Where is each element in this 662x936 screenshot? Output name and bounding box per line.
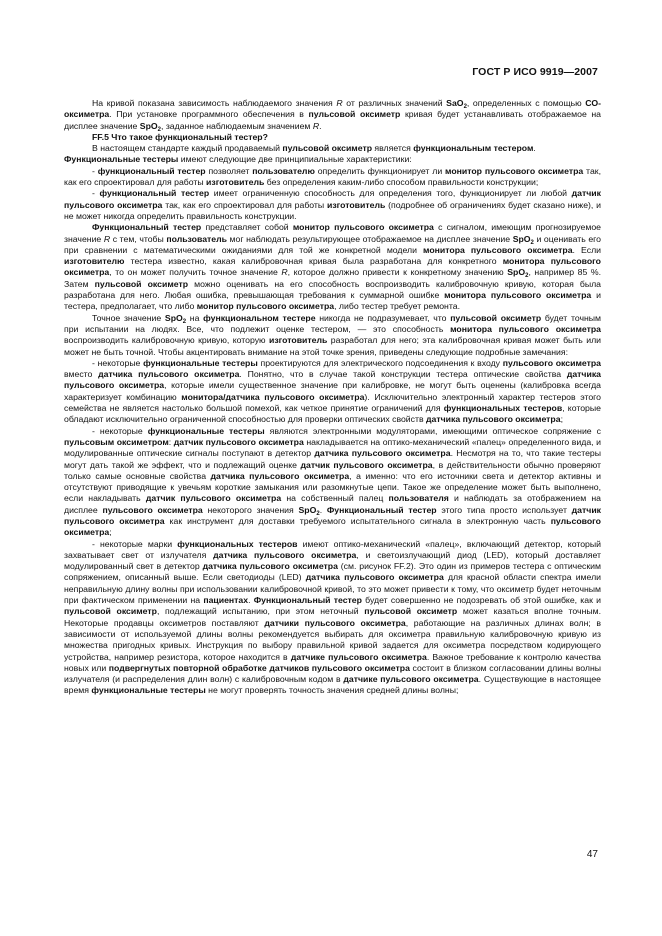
list-item: - некоторые функциональные тестеры проектируются для электрического подсоединения к входу пульсового оксиметра вместо датчика пульсового оксиметра. Понятно, что в случае такой конструкции тестера оптические свойства датчика пульсового оксиметра, которые имели существенное значение при калибровке, не могут быть оценены (калибровка всегда характеризует комбинацию монитора/датчика пульсового оксиметра). Исключительно электронный характер тестеров этого семейства не является настолько большой помехой, как четкое принятие ограничений для функциональных тестеров, которые обладают исключительно ограниченной способностью для проверки оптических свойств датчика пульсового оксиметра;: [64, 357, 601, 425]
document-body: [64, 98, 601, 697]
page-number: 47: [586, 849, 598, 860]
paragraph: Точное значение SpO$_2$ на функциональном тестере никогда не подразумевает, что пульсовой оксиметр будет точным при испытании на людях. Все, что подлежит оценке тестером, — это способность монитора пульсового оксиметра воспроизводить калибровочную кривую, которую изготовитель разработал для него; эта калибровочная кривая может быть или может не быть точной. Чтобы акцентировать внимание на этой точке зрения, приведены следующие подробные замечания:: [64, 312, 602, 357]
paragraph: В настоящем стандарте каждый продаваемый пульсовой оксиметр является функциональным тестером.: [92, 143, 536, 154]
paragraph: На кривой показана зависимость наблюдаемого значения R от различных значений SaO$_2$, определенных с помощью СО-оксиметра. При установке программного обеспечения в пульсовой оксиметр кривая будет устанавливать отображаемое на дисплее значение SpO$_2$, заданное наблюдаемым значением R.: [64, 98, 602, 133]
paragraph: Функциональный тестер представляет собой монитор пульсового оксиметра с сигналом, имеющим прогнозируемое значение R с тем, чтобы пользователь мог наблюдать результирующее отображаемое на дисплее значение SpO$_2$ и оценивать его при сравнении с математическими ожиданиями для той же конкретной модели монитора пульсового оксиметра. Если изготовителю тестера известно, какая калибровочная кривая была разработана для конкретного монитора пульсового оксиметра, то он может получить точное значение R, которое должно привести к конкретному значению SpO$_2$, например 85 %. Затем пульсовой оксиметр можно оценивать на его способность воспроизводить калибровочную кривую, которая была разработана для него. Любая ошибка, превышающая требования к суммарной ошибке монитора пульсового оксиметра и тестера, предполагает, что либо монитор пульсового оксиметра, либо тестер требует ремонта.: [64, 222, 602, 312]
document-header: ГОСТ Р ИСО 9919—2007: [472, 66, 598, 78]
list-item: - некоторые функциональные тестеры являются электронными модуляторами, имеющими оптическое сопряжение с пульсовым оксиметром: датчик пульсового оксиметра накладывается на оптико-механический «палец» определенного вида, и модулированные оптические сигналы поступают в детектор датчика пульсового оксиметра. Несмотря на то, что такие тестеры могут дать такой же эффект, что и подлежащий оценке датчик пульсового оксиметра, в действительности обычно проверяют только самые основные свойства датчика пульсового оксиметра, а именно: что его источники света и детектор активны и отсутствуют приводящие к увечьям короткие замыкания или разомкнутые цепи. Такое же определение может быть выполнено, если накладывать датчик пульсового оксиметра на собственный палец пользователя и наблюдать за отображением на дисплее пульсового оксиметра некоторого значения SpO$_2$. Функциональный тестер этого типа просто использует датчик пульсового оксиметра как инструмент для доставки требуемого испытательного сигнала в электронную часть пульсового оксиметра;: [64, 425, 602, 538]
list-item: - функциональный тестер имеет ограниченную способность для определения того, функционирует ли любой датчик пульсового оксиметра так, как его спроектировал для работы изготовитель (подробнее об ограничениях будет сказано ниже), и не может никогда определить правильность конструкции.: [64, 188, 601, 221]
paragraph: Функциональные тестеры имеют следующие две принципиальные характеристики:: [64, 154, 412, 165]
list-item: - функциональный тестер позволяет пользователю определить функционирует ли монитор пульсового оксиметра так, как его спроектировал для работы изготовитель без определения каким-либо способом правильности конструкции;: [64, 165, 601, 188]
list-item: - некоторые марки функциональных тестеров имеют оптико-механический «палец», включающий детектор, который захватывает свет от излучателя датчика пульсового оксиметра, и светоизлучающий диод (LED), который доставляет модулированный свет в детектор датчика пульсового оксиметра (см. рисунок FF.2). Это один из примеров тестера с оптическим сопряжением, описанный выше. Если светодиоды (LED) датчика пульсового оксиметра для красной области спектра имели неправильную длину волны при использовании калибровочной кривой, то это может привести к тому, что оксиметр будет неточным при фактическом применении на пациентах. Функциональный тестер будет совершенно не подозревать об этой ошибке, как и пульсовой оксиметр, подлежащий испытанию, при этом неточный пульсовой оксиметр может казаться вполне точным. Некоторые продавцы оксиметров поставляют датчики пульсового оксиметра, работающие на различных длинах волн; в зависимости от используемой длины волны рекомендуется выбирать для оксиметра правильную калибровочную кривую из множества пригодных кривых. Инструкция по выбору правильной кривой задается для оксиметра посредством кодирующего устройства, например резистора, которое находится в датчике пульсового оксиметра. Важное требование к контролю качества новых или подвергнутых повторной обработке датчиков пульсового оксиметра состоит в близком согласовании длины волны излучателя (и распределения длин волн) с калибровочным кодом в датчике пульсового оксиметра. Существующие в настоящее время функциональные тестеры не могут проверять точность значения средней длины волны;: [64, 538, 602, 696]
section-heading: FF.5 Что такое функциональный тестер?: [92, 131, 268, 142]
